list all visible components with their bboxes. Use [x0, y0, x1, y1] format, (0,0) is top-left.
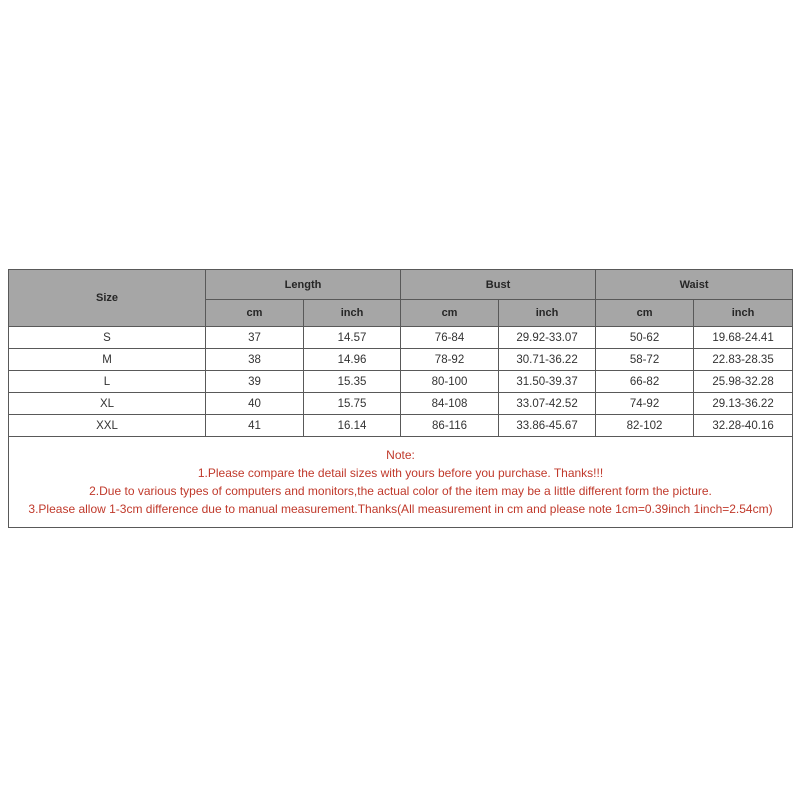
- length-inch-header: inch: [304, 300, 401, 327]
- waist-cm-cell: 58-72: [596, 349, 694, 371]
- bust-inch-cell: 30.71-36.22: [499, 349, 596, 371]
- note-cell: [9, 437, 793, 528]
- bust-inch-cell: 31.50-39.37: [499, 371, 596, 393]
- length-cm-cell: 37: [206, 327, 304, 349]
- length-cm-header: cm: [206, 300, 304, 327]
- table-row: [9, 349, 793, 371]
- length-group-header: Length: [206, 270, 401, 300]
- note-line-3: 3.Please allow 1-3cm difference due to manual measurement.Thanks(All measurement in cm and please note 1cm=0.39inch 1inch=2.54cm): [28, 502, 773, 516]
- length-cm-cell: 41: [206, 415, 304, 437]
- bust-inch-cell: 29.92-33.07: [499, 327, 596, 349]
- waist-inch-cell: 19.68-24.41: [694, 327, 793, 349]
- note-line-1: 1.Please compare the detail sizes with yours before you purchase. Thanks!!!: [197, 466, 604, 480]
- length-inch-cell: 15.35: [304, 371, 401, 393]
- bust-group-header: Bust: [401, 270, 596, 300]
- bust-cm-cell: 76-84: [401, 327, 499, 349]
- bust-cm-header: cm: [401, 300, 499, 327]
- waist-cm-cell: 50-62: [596, 327, 694, 349]
- size-cell: L: [9, 371, 206, 393]
- bust-cm-cell: 86-116: [401, 415, 499, 437]
- size-chart-table: [8, 269, 793, 528]
- header-row-groups: [9, 270, 793, 300]
- size-cell: M: [9, 349, 206, 371]
- size-column-header: Size: [9, 270, 206, 327]
- length-cm-cell: 39: [206, 371, 304, 393]
- table-row: [9, 327, 793, 349]
- waist-cm-cell: 74-92: [596, 393, 694, 415]
- waist-cm-cell: 82-102: [596, 415, 694, 437]
- note-row: [9, 437, 793, 528]
- size-cell: XXL: [9, 415, 206, 437]
- waist-inch-cell: 32.28-40.16: [694, 415, 793, 437]
- waist-inch-cell: 22.83-28.35: [694, 349, 793, 371]
- bust-cm-cell: 84-108: [401, 393, 499, 415]
- bust-cm-cell: 78-92: [401, 349, 499, 371]
- waist-inch-header: inch: [694, 300, 793, 327]
- size-cell: XL: [9, 393, 206, 415]
- waist-group-header: Waist: [596, 270, 793, 300]
- waist-inch-cell: 29.13-36.22: [694, 393, 793, 415]
- bust-inch-cell: 33.07-42.52: [499, 393, 596, 415]
- length-inch-cell: 14.57: [304, 327, 401, 349]
- table-row: [9, 393, 793, 415]
- length-cm-cell: 38: [206, 349, 304, 371]
- size-cell: S: [9, 327, 206, 349]
- length-inch-cell: 16.14: [304, 415, 401, 437]
- bust-inch-header: inch: [499, 300, 596, 327]
- waist-inch-cell: 25.98-32.28: [694, 371, 793, 393]
- table-row: [9, 415, 793, 437]
- length-cm-cell: 40: [206, 393, 304, 415]
- waist-cm-cell: 66-82: [596, 371, 694, 393]
- bust-cm-cell: 80-100: [401, 371, 499, 393]
- table-row: [9, 371, 793, 393]
- bust-inch-cell: 33.86-45.67: [499, 415, 596, 437]
- note-line-2: 2.Due to various types of computers and monitors,the actual color of the item may be a little different form the picture.: [89, 484, 712, 498]
- length-inch-cell: 15.75: [304, 393, 401, 415]
- note-title: Note:: [386, 448, 415, 462]
- waist-cm-header: cm: [596, 300, 694, 327]
- length-inch-cell: 14.96: [304, 349, 401, 371]
